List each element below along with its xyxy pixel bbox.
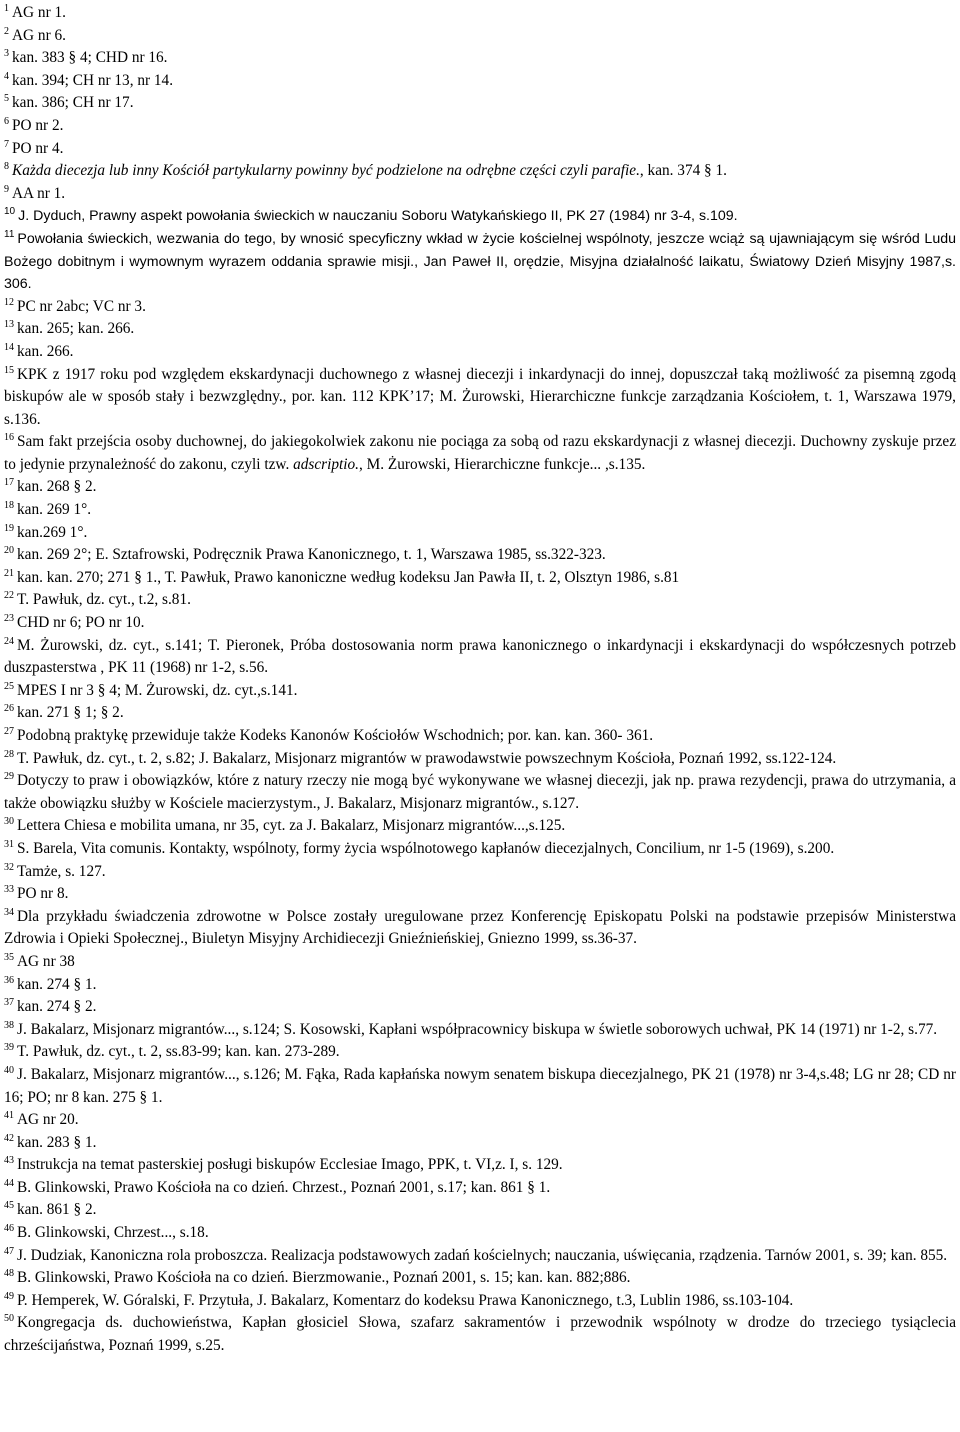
footnote-text: kan. kan. 270; 271 § 1., T. Pawłuk, Prawo kanoniczne według kodeksu Jan Pawła II, t. 2, Olsztyn 1986, s.81 <box>17 568 680 586</box>
footnote-text: CHD nr 6; PO nr 10. <box>17 614 145 632</box>
footnote-text: B. Glinkowski, Chrzest..., s.18. <box>17 1224 209 1242</box>
footnote-number: 12 <box>4 296 14 308</box>
footnote <box>4 702 956 725</box>
footnote-number: 5 <box>4 93 9 105</box>
footnote-text: kan. 265; kan. 266. <box>17 320 135 338</box>
footnote-text: kan. 274 § 2. <box>17 998 97 1016</box>
footnote-number: 37 <box>4 997 14 1009</box>
footnote <box>4 47 956 70</box>
footnote-number: 3 <box>4 48 9 60</box>
footnote-text: kan. 861 § 2. <box>17 1201 97 1219</box>
footnote-number: 9 <box>4 183 9 195</box>
footnote-number: 1 <box>4 3 9 14</box>
footnote <box>4 522 956 545</box>
footnote <box>4 1199 956 1222</box>
footnote-number: 21 <box>4 567 14 579</box>
footnote <box>4 1290 956 1313</box>
footnote <box>4 1245 956 1268</box>
footnote-number: 2 <box>4 25 9 37</box>
footnote-number: 30 <box>4 816 14 828</box>
footnote-text: kan. 266. <box>17 342 74 360</box>
footnote <box>4 364 956 432</box>
footnote <box>4 544 956 567</box>
footnote <box>4 341 956 364</box>
footnote-number: 27 <box>4 726 14 737</box>
footnote-text: Lettera Chiesa e mobilita umana, nr 35, cyt. za J. Bakalarz, Misjonarz migrantów...,s.125. <box>17 817 566 835</box>
footnote-text: kan. 269 1°. <box>17 501 92 519</box>
footnote-text: PC nr 2abc; VC nr 3. <box>17 297 146 315</box>
footnote <box>4 725 956 748</box>
footnote <box>4 499 956 522</box>
footnote <box>4 815 956 838</box>
footnote-text: kan. 271 § 1; § 2. <box>17 704 124 722</box>
footnote-text: PO nr 8. <box>17 885 69 903</box>
footnote-text: Podobną praktykę przewiduje także Kodeks Kanonów Kościołów Wschodnich; por. kan. kan. 360- 361. <box>17 727 654 744</box>
footnote-number: 34 <box>4 906 14 918</box>
footnote <box>4 1132 956 1155</box>
footnote-number: 17 <box>4 477 14 489</box>
footnote-text: J. Bakalarz, Misjonarz migrantów..., s.124; S. Kosowski, Kapłani współpracownicy biskupa w świetle soborowych uchwał, PK 14 (1971) nr 1-2, s.77. <box>17 1020 938 1038</box>
footnote-text: PO nr 2. <box>12 116 64 134</box>
footnote-text: AG nr 20. <box>17 1111 79 1129</box>
footnote-text: Tamże, s. 127. <box>17 862 106 880</box>
footnote-text: KPK z 1917 roku pod względem ekskardynacji duchownego z własnej diecezji i inkardynacji do innej, dopuszczał taką możliwość za pisemną zgodą biskupów ale w sposób stały i bezwzględny., por. kan. 112 KPK’17; M. Żurowski, Hierarchiczne funkcje zarządzania Kościołem, t. 1, Warszawa 1979, s.136. <box>4 365 956 428</box>
footnote <box>4 1019 956 1042</box>
footnote <box>4 296 956 319</box>
footnote-number: 23 <box>4 613 14 625</box>
footnote-number: 25 <box>4 680 14 692</box>
footnote <box>4 1222 956 1245</box>
footnote-text: Kongregacja ds. duchowieństwa, Kapłan głosiciel Słowa, szafarz sakramentów i przewodnik wspólnoty w drodze do trzeciego tysiąclecia chrześcijaństwa, Poznań 1999, s.25. <box>4 1314 956 1355</box>
footnote-text: J. Bakalarz, Misjonarz migrantów..., s.126; M. Fąka, Rada kapłańska nowym senatem biskupa diecezjalnego, PK 21 (1978) nr 3-4,s.48; LG nr 28; CD nr 16; PO; nr 8 kan. 275 § 1. <box>4 1065 956 1106</box>
footnote <box>4 70 956 93</box>
footnote-number: 44 <box>4 1177 14 1189</box>
footnote <box>4 883 956 906</box>
footnote-text: AA nr 1. <box>12 184 66 202</box>
footnote-number: 46 <box>4 1223 14 1235</box>
footnote-number: 35 <box>4 951 14 963</box>
footnote-text: kan. 394; CH nr 13, nr 14. <box>12 71 174 89</box>
footnote-text: Instrukcja na temat pasterskiej posługi biskupów Ecclesiae Imago, PPK, t. VI,z. I, s. 129. <box>17 1156 563 1174</box>
footnote <box>4 635 956 680</box>
footnote-text: AG nr 6. <box>12 26 66 44</box>
footnote <box>4 612 956 635</box>
footnote <box>4 183 956 206</box>
footnote <box>4 205 956 228</box>
footnote-number: 40 <box>4 1064 14 1076</box>
footnote-text: kan.269 1°. <box>17 523 88 541</box>
footnote <box>4 160 956 183</box>
footnote <box>4 1312 956 1357</box>
footnote <box>4 228 956 296</box>
footnote-number: 50 <box>4 1313 14 1325</box>
footnote-text: Powołania świeckich, wezwania do tego, by wnosić specyficzny wkład w życie kościelnej wspólnoty, jeszcze wciąż są ujawniającym się wśród Ludu Bożego dobitnym i wymownym wyrazem oddania sprawie misji., Jan Paweł II, orędzie, Misyjna działalność laikatu, Światowy Dzień Misyjny 1987,s. 306. <box>4 230 956 293</box>
footnote <box>4 476 956 499</box>
footnote-number: 33 <box>4 884 14 896</box>
footnote <box>4 906 956 951</box>
footnote-number: 6 <box>4 115 9 127</box>
footnote-text: , kan. 374 § 1. <box>639 162 728 180</box>
footnote-number: 47 <box>4 1245 14 1257</box>
footnote-text: Sam fakt przejścia osoby duchownej, do jakiegokolwiek zakonu nie pociąga za sobą od razu ekskardynacji z własnej diecezji. Duchowny zyskuje przez to jedynie przynależność do zakonu, czyli tzw. <box>4 433 956 473</box>
footnote-number: 4 <box>4 70 9 82</box>
footnote <box>4 770 956 815</box>
footnote-number: 32 <box>4 861 14 873</box>
footnote-text: J. Dyduch, Prawny aspekt powołania świeckich w nauczaniu Soboru Watykańskiego II, PK 27 (1984) nr 3-4, s.109. <box>18 208 738 225</box>
footnote-number: 16 <box>4 432 14 444</box>
footnote-text: J. Dudziak, Kanoniczna rola proboszcza. Realizacja podstawowych zadań kościelnych; nauczania, uświęcania, rządzenia. Tarnów 2001, s. 39; kan. 855. <box>17 1246 948 1264</box>
footnote-text: adscriptio. <box>293 455 359 473</box>
footnote-number: 29 <box>4 771 14 783</box>
footnote <box>4 1154 956 1177</box>
footnote <box>4 680 956 703</box>
footnote-number: 11 <box>4 228 15 240</box>
footnote-number: 8 <box>4 161 9 173</box>
footnote-text: PO nr 4. <box>12 139 64 157</box>
footnote <box>4 318 956 341</box>
footnote-number: 18 <box>4 500 14 512</box>
footnote-text: kan. 268 § 2. <box>17 478 97 496</box>
footnote-text: M. Żurowski, dz. cyt., s.141; T. Pieronek, Próba dostosowania norm prawa kanonicznego o inkardynacji i ekskardynacji do współczesnych potrzeb duszpasterstwa , PK 11 (1968) nr 1-2, s.56. <box>4 636 956 677</box>
footnote <box>4 25 956 48</box>
footnote-number: 42 <box>4 1132 14 1144</box>
footnote <box>4 838 956 861</box>
footnote-text: kan. 386; CH nr 17. <box>12 94 134 112</box>
footnote-number: 38 <box>4 1019 14 1031</box>
footnote-text: , M. Żurowski, Hierarchiczne funkcje... ,s.135. <box>359 455 646 473</box>
footnote-number: 28 <box>4 748 14 760</box>
footnote-text: MPES I nr 3 § 4; M. Żurowski, dz. cyt.,s.141. <box>17 681 298 699</box>
footnote <box>4 431 956 476</box>
footnote <box>4 567 956 590</box>
footnote-text: kan. 274 § 1. <box>17 975 97 993</box>
footnote-number: 41 <box>4 1110 14 1122</box>
footnote <box>4 589 956 612</box>
footnote-number: 10 <box>4 206 16 218</box>
footnote-text: Dla przykładu świadczenia zdrowotne w Polsce zostały uregulowane przez Konferencję Episkopatu Polski na podstawie przepisów Ministerstwa Zdrowia i Opieki Społecznej., Biuletyn Misyjny Archidiecezji Gnieźnieńskiej, Gniezno 1999, ss.36-37. <box>4 907 956 948</box>
footnote <box>4 1041 956 1064</box>
footnote-number: 15 <box>4 364 14 376</box>
footnote-text: AG nr 1. <box>12 4 66 21</box>
footnote-number: 31 <box>4 838 14 850</box>
footnote-text: kan. 383 § 4; CHD nr 16. <box>12 49 168 67</box>
footnote <box>4 1267 956 1290</box>
footnote-text: kan. 269 2°; E. Sztafrowski, Podręcznik Prawa Kanonicznego, t. 1, Warszawa 1985, ss.322-323. <box>17 546 606 564</box>
footnote-text: S. Barela, Vita comunis. Kontakty, wspólnoty, formy życia wspólnotowego kapłanów diecezjalnych, Concilium, nr 1-5 (1969), s.200. <box>17 839 835 857</box>
footnote-number: 26 <box>4 703 14 715</box>
footnote-text: AG nr 38 <box>17 952 75 970</box>
footnote-number: 36 <box>4 974 14 986</box>
footnote-text: B. Glinkowski, Prawo Kościoła na co dzień. Chrzest., Poznań 2001, s.17; kan. 861 § 1. <box>17 1178 551 1196</box>
footnote-text: T. Pawłuk, dz. cyt., t. 2, s.82; J. Bakalarz, Misjonarz migrantów w prawodawstwie powszechnym Kościoła, Poznań 1992, ss.122-124. <box>17 749 837 767</box>
footnote-number: 49 <box>4 1290 14 1302</box>
footnote-text: Dotyczy to praw i obowiązków, które z natury rzeczy nie mogą być wykonywane we własnej diecezji, jak np. prawa rezydencji, prawa do utrzymania, a także obowiązku służby w Kościele macierzystym., J. Bakalarz, Misjonarz migrantów., s.127. <box>4 772 956 812</box>
footnote-number: 7 <box>4 138 9 150</box>
footnote <box>4 1064 956 1109</box>
footnote <box>4 996 956 1019</box>
footnote <box>4 748 956 771</box>
footnote-text: T. Pawłuk, dz. cyt., t.2, s.81. <box>17 591 191 609</box>
footnote-number: 43 <box>4 1155 14 1167</box>
footnote-text: B. Glinkowski, Prawo Kościoła na co dzień. Bierzmowanie., Poznań 2001, s. 15; kan. kan. 882;886. <box>17 1269 631 1287</box>
footnote <box>4 1109 956 1132</box>
footnote-number: 24 <box>4 635 14 647</box>
footnote <box>4 92 956 115</box>
footnote-number: 22 <box>4 590 14 602</box>
footnote-number: 14 <box>4 341 14 353</box>
footnote <box>4 115 956 138</box>
footnote <box>4 1177 956 1200</box>
footnote-number: 19 <box>4 522 14 534</box>
footnote-number: 48 <box>4 1268 14 1280</box>
footnote-number: 45 <box>4 1200 14 1212</box>
footnote-text: P. Hemperek, W. Góralski, F. Przytuła, J. Bakalarz, Komentarz do kodeksu Prawa Kanonicznego, t.3, Lublin 1986, ss.103-104. <box>17 1291 794 1309</box>
footnote <box>4 861 956 884</box>
footnote-text: kan. 283 § 1. <box>17 1133 97 1151</box>
footnote <box>4 974 956 997</box>
footnote-number: 13 <box>4 319 14 331</box>
footnote-text: T. Pawłuk, dz. cyt., t. 2, ss.83-99; kan. kan. 273-289. <box>17 1043 340 1061</box>
footnote <box>4 138 956 161</box>
footnote-number: 39 <box>4 1042 14 1054</box>
footnote-text: Każda diecezja lub inny Kościół partykularny powinny być podzielone na odrębne części czyli parafie. <box>12 162 640 180</box>
footnote <box>4 2 956 25</box>
footnote-number: 20 <box>4 545 14 557</box>
footnote <box>4 951 956 974</box>
